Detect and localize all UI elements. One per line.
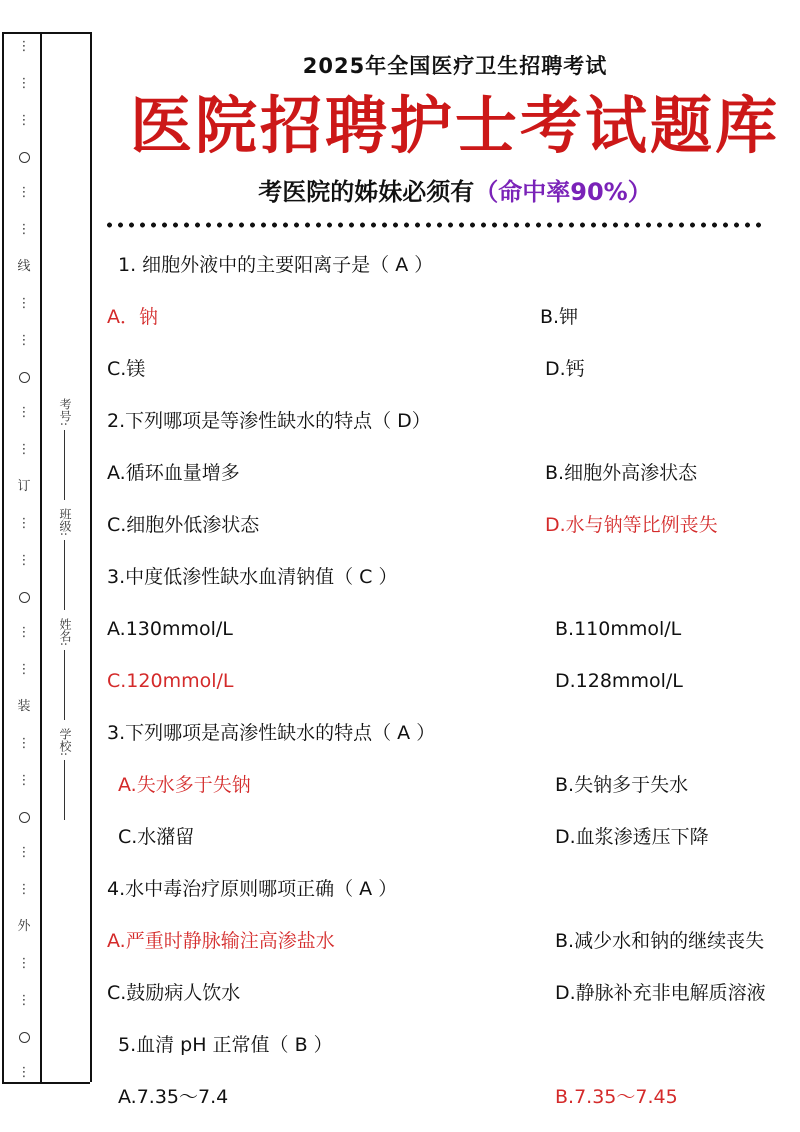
question-3-option-b: B.110mmol/L [555, 618, 682, 640]
dot-mark: ⋮ [17, 956, 31, 972]
question-3-option-d: D.128mmol/L [555, 670, 683, 692]
binding-hole-icon [19, 812, 30, 823]
margin-inner-border [40, 32, 42, 1082]
dot-mark: ⋮ [17, 333, 31, 349]
question-5-option-b: B.减少水和钠的继续丧失 [555, 930, 765, 952]
binding-char-zhuang: 装 [17, 699, 31, 715]
question-4-stem: 3.下列哪项是高渗性缺水的特点（ A ） [107, 722, 436, 744]
dot-mark: ⋮ [17, 39, 31, 54]
field-label: 考号: [58, 398, 72, 427]
question-4-option-c: C.水潴留 [118, 826, 195, 848]
question-2-option-c: C.细胞外低渗状态 [107, 514, 260, 536]
field-label: 班级: [58, 508, 72, 537]
dot-mark: ⋮ [17, 113, 31, 129]
dot-mark: ⋮ [17, 844, 31, 860]
hit-rate-badge: （命中率90%） [474, 178, 652, 206]
field-label: 姓名: [58, 618, 72, 647]
field-line [64, 650, 65, 720]
dot-mark: ⋮ [17, 993, 31, 1009]
exam-number-field[interactable] [58, 398, 71, 500]
dot-mark: ⋮ [17, 296, 31, 312]
binding-dotted-line [19, 40, 29, 1080]
dot-mark: ⋮ [17, 624, 31, 640]
dot-mark: ⋮ [17, 76, 31, 92]
binding-char-wai: 外 [17, 919, 31, 935]
question-1-option-c: C.镁 [107, 358, 146, 380]
question-4-option-b: B.失钠多于失水 [555, 774, 689, 796]
dot-mark: ⋮ [17, 736, 31, 752]
binding-char-xian: 线 [17, 259, 31, 275]
tagline-text: 考医院的姊妹必须有 [258, 178, 475, 206]
page-title: 医院招聘护士考试题库 [129, 89, 780, 162]
question-2-option-a: A.循环血量增多 [107, 462, 240, 484]
dot-mark: ⋮ [17, 184, 31, 200]
dot-mark: ⋮ [17, 881, 31, 897]
field-line [64, 540, 65, 610]
question-5-option-d: D.静脉补充非电解质溶液 [555, 982, 766, 1004]
question-3-option-c: C.120mmol/L [107, 670, 234, 692]
question-1-stem: 1. 细胞外液中的主要阳离子是（ A ） [118, 254, 434, 276]
question-1-option-d: D.钙 [545, 358, 585, 380]
dot-mark: ⋮ [17, 441, 31, 457]
dot-mark: ⋮ [17, 773, 31, 789]
question-5-option-a: A.严重时静脉输注高渗盐水 [107, 930, 335, 952]
question-6-option-a: A.7.35～7.4 [118, 1086, 229, 1108]
question-6-stem: 5.血清 pH 正常值（ B ） [118, 1034, 333, 1056]
name-field[interactable] [58, 618, 71, 720]
dotted-separator [104, 220, 764, 230]
question-1-option-a: A．钠 [107, 306, 158, 328]
question-5-option-c: C.鼓励病人饮水 [107, 982, 241, 1004]
question-6-option-b: B.7.35～7.45 [555, 1086, 678, 1108]
question-3-option-a: A.130mmol/L [107, 618, 233, 640]
binding-char-ding: 订 [17, 479, 31, 495]
dot-mark: ⋮ [17, 661, 31, 677]
question-5-stem: 4.水中毒治疗原则哪项正确（ A ） [107, 878, 398, 900]
margin-outer-border [2, 32, 4, 1082]
field-label: 学校: [58, 728, 72, 757]
field-line [64, 760, 65, 820]
tagline [110, 172, 800, 207]
binding-hole-icon [19, 152, 30, 163]
dot-mark: ⋮ [17, 516, 31, 532]
binding-hole-icon [19, 1032, 30, 1043]
margin-top-border [2, 32, 90, 34]
dot-mark: ⋮ [17, 553, 31, 569]
margin-right-border [90, 32, 92, 1082]
class-field[interactable] [58, 508, 71, 610]
dot-mark: ⋮ [17, 221, 31, 237]
question-2-option-b: B.细胞外高渗状态 [545, 462, 698, 484]
binding-hole-icon [19, 372, 30, 383]
margin-bottom-border [2, 1082, 90, 1084]
field-line [64, 430, 65, 500]
question-3-stem: 3.中度低渗性缺水血清钠值（ C ） [107, 566, 398, 588]
school-field[interactable] [58, 728, 71, 820]
question-2-stem: 2.下列哪项是等渗性缺水的特点（ D） [107, 410, 431, 432]
question-4-option-d: D.血浆渗透压下降 [555, 826, 709, 848]
exam-subtitle: 2025年全国医疗卫生招聘考试 [302, 54, 608, 78]
question-4-option-a: A.失水多于失钠 [118, 774, 251, 796]
binding-margin [0, 0, 100, 1132]
question-2-option-d: D.水与钠等比例丧失 [545, 514, 718, 536]
question-1-option-b: B.钾 [540, 306, 579, 328]
dot-mark: ⋮ [17, 1064, 31, 1080]
dot-mark: ⋮ [17, 404, 31, 420]
binding-hole-icon [19, 592, 30, 603]
